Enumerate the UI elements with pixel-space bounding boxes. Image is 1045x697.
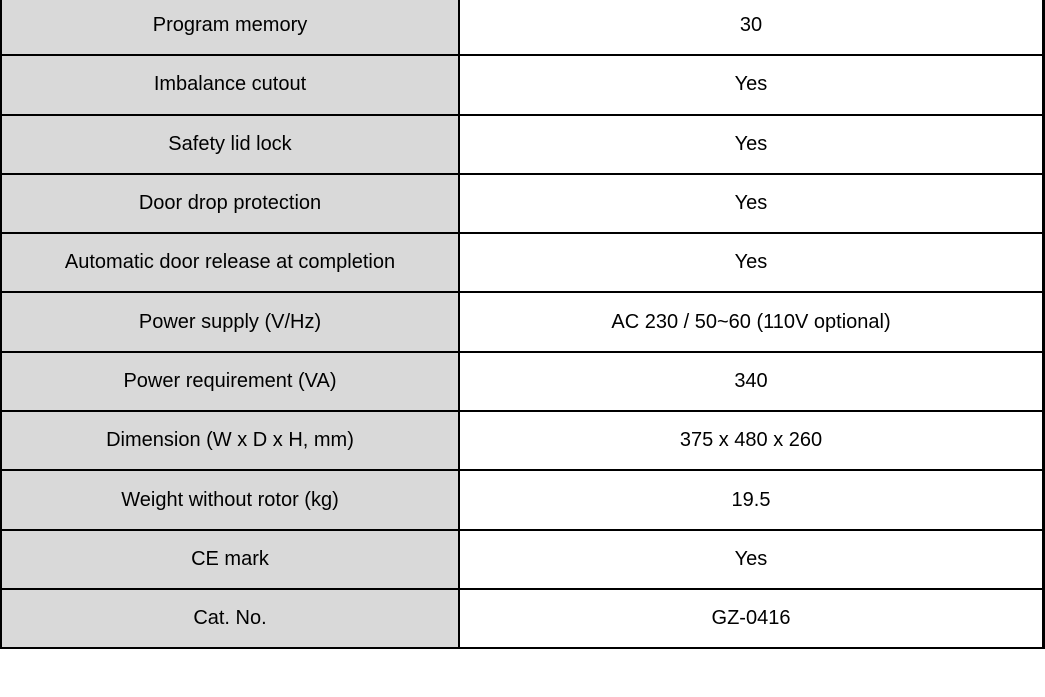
- table-row: [1, 115, 1044, 174]
- table-row: [1, 589, 1044, 648]
- spec-label: CE mark: [1, 530, 459, 589]
- spec-value: 30: [459, 0, 1044, 55]
- spec-label: Power supply (V/Hz): [1, 292, 459, 351]
- spec-label: Weight without rotor (kg): [1, 470, 459, 529]
- table-row: [1, 174, 1044, 233]
- spec-value: Yes: [459, 174, 1044, 233]
- spec-value: Yes: [459, 530, 1044, 589]
- table-row: [1, 470, 1044, 529]
- spec-label: Dimension (W x D x H, mm): [1, 411, 459, 470]
- spec-value: Yes: [459, 233, 1044, 292]
- table-row: [1, 55, 1044, 114]
- specification-table-body: [1, 0, 1044, 648]
- spec-value: AC 230 / 50~60 (110V optional): [459, 292, 1044, 351]
- table-row: [1, 411, 1044, 470]
- spec-label: Program memory: [1, 0, 459, 55]
- spec-label: Automatic door release at completion: [1, 233, 459, 292]
- table-row: [1, 292, 1044, 351]
- spec-value: Yes: [459, 55, 1044, 114]
- table-row: [1, 352, 1044, 411]
- spec-value: 19.5: [459, 470, 1044, 529]
- spec-value: Yes: [459, 115, 1044, 174]
- spec-value: GZ-0416: [459, 589, 1044, 648]
- spec-label: Safety lid lock: [1, 115, 459, 174]
- spec-label: Imbalance cutout: [1, 55, 459, 114]
- table-row: [1, 0, 1044, 55]
- spec-label: Door drop protection: [1, 174, 459, 233]
- spec-value: 340: [459, 352, 1044, 411]
- spec-value: 375 x 480 x 260: [459, 411, 1044, 470]
- spec-label: Cat. No.: [1, 589, 459, 648]
- table-row: [1, 233, 1044, 292]
- spec-label: Power requirement (VA): [1, 352, 459, 411]
- table-row: [1, 530, 1044, 589]
